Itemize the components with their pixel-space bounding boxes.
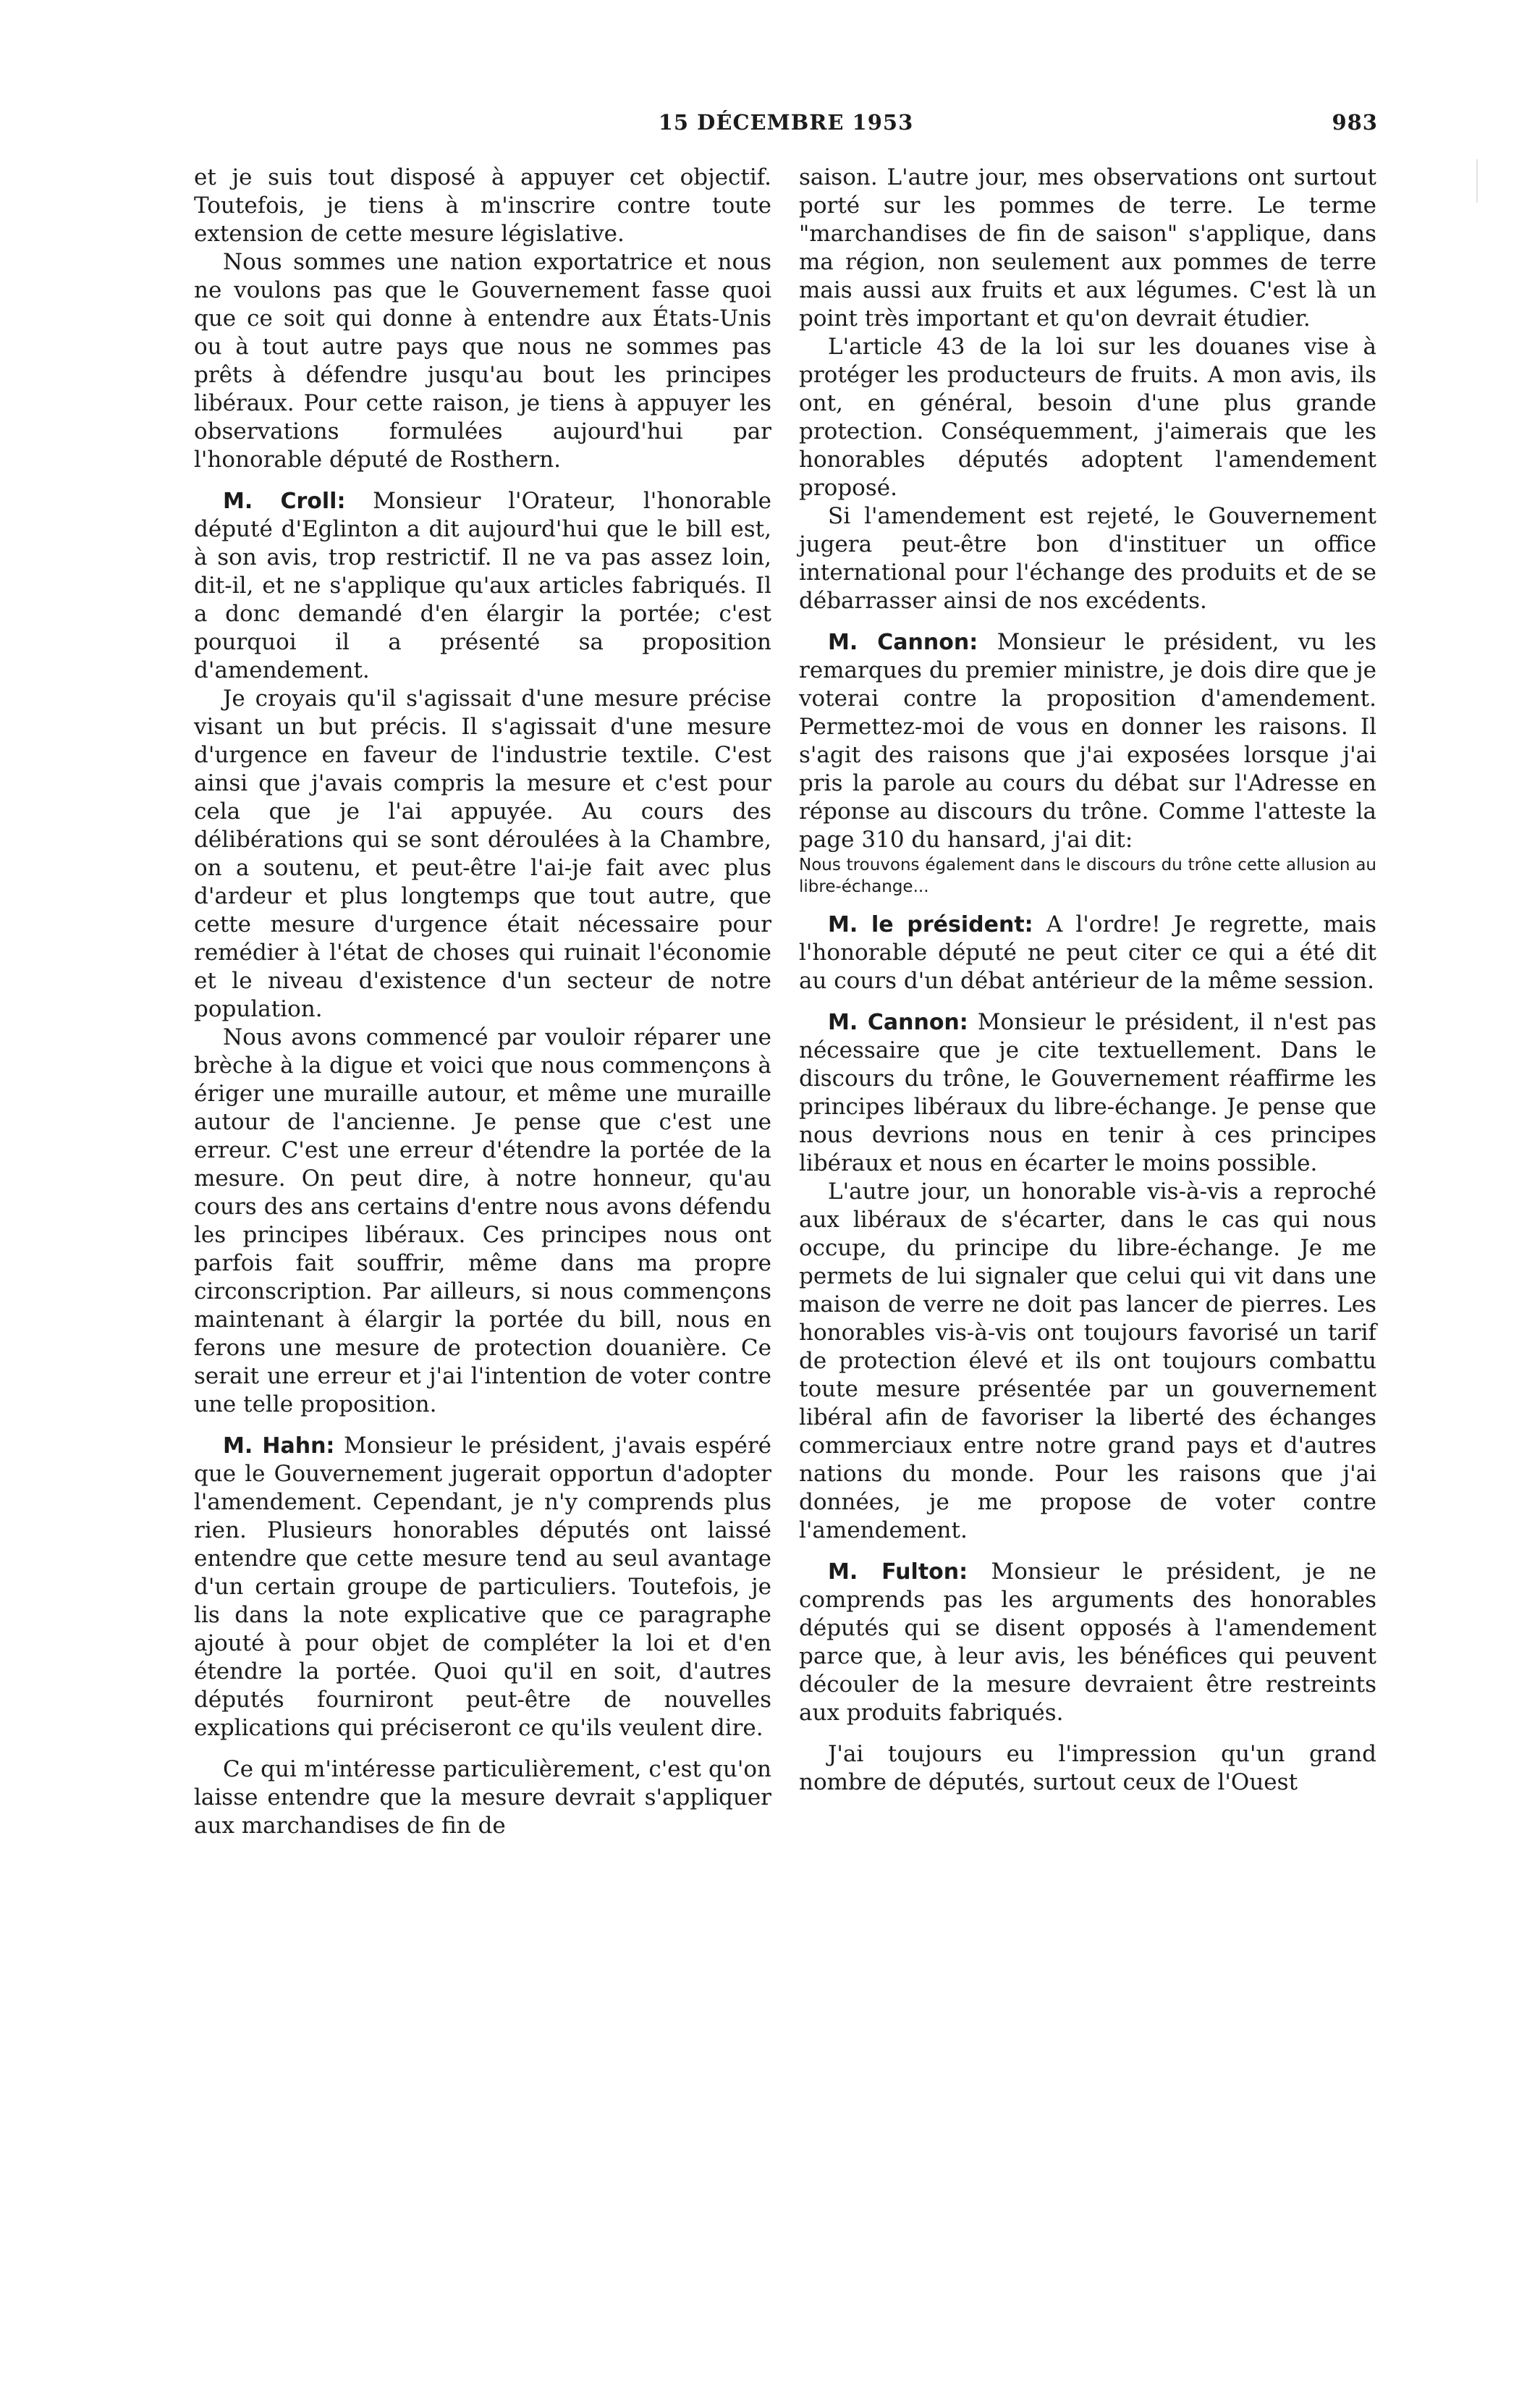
speech-paragraph (194, 487, 771, 685)
speaker-name: M. Hahn: (223, 1433, 335, 1459)
paragraph-text: Monsieur l'Orateur, l'honorable député d'Eglinton a dit aujourd'hui que le bill est, à son avis, trop restrictif. Il ne va pas assez loin, dit-il, et ne s'applique qu'aux articles fabriqués. Il a donc demandé d'en élargir la portée; c'est pourquoi il a présenté sa proposition d'amendement. (194, 488, 771, 683)
paragraph-text: saison. L'autre jour, mes observations ont surtout porté sur les pommes de terre. Le terme "marchandises de fin de saison" s'applique, dans ma région, non seulement aux pommes de terre mais aussi aux fruits et aux légumes. C'est là un point très important et qu'on devrait étudier. (799, 164, 1376, 332)
speaker-name: M. Cannon: (828, 1010, 968, 1035)
paragraph (194, 685, 771, 1024)
speech-paragraph (799, 911, 1376, 995)
paragraph (194, 248, 771, 474)
paragraph-text: A l'ordre! Je regrette, mais l'honorable député ne peut citer ce qui a été dit au cours d'un débat antérieur de la même session. (799, 911, 1377, 994)
paragraph-text: Monsieur le président, il n'est pas nécessaire que je cite textuellement. Dans le discours du trône, le Gouvernement réaffirme les principes libéraux du libre-échange. Je pense que nous devrions nous en tenir à ces principes libéraux et nous en écarter le moins possible. (799, 1009, 1376, 1176)
paragraph (194, 1024, 771, 1419)
paragraph (799, 1740, 1376, 1797)
speech-paragraph (799, 628, 1376, 854)
speech-paragraph (194, 1432, 771, 1742)
paragraph (194, 1755, 771, 1840)
block-quote: Nous trouvons également dans le discours du trône cette allusion au libre-échange... (799, 856, 1376, 896)
paragraph-text: Ce qui m'intéresse particulièrement, c'est qu'on laisse entendre que la mesure devrait s'appliquer aux marchandises de fin de (194, 1756, 771, 1839)
paragraph (799, 1178, 1376, 1545)
paragraph-text: Je croyais qu'il s'agissait d'une mesure précise visant un but précis. Il s'agissait d'une mesure d'urgence en faveur de l'industrie textile. C'est ainsi que j'avais compris la mesure et c'est pour cela que je l'ai appuyée. Au cours des délibérations qui se sont déroulées à la Chambre, on a soutenu, et peut-être l'ai-je fait avec plus d'ardeur et plus longtemps que tout autre, que cette mesure d'urgence était nécessaire pour remédier à l'état de choses qui ruinait l'économie et le niveau d'existence d'un secteur de notre population. (194, 686, 771, 1022)
page-header (194, 110, 1378, 143)
paragraph-text: Nous sommes une nation exportatrice et nous ne voulons pas que le Gouvernement fasse quoi que ce soit qui donne à entendre aux États-Unis ou à tout autre pays que nous ne sommes pas prêts à défendre jusqu'au bout les principes libéraux. Pour cette raison, je tiens à appuyer les observations formulées aujourd'hui par l'honorable député de Rosthern. (194, 249, 771, 473)
speaker-name: M. Fulton: (828, 1559, 968, 1585)
left-column (194, 164, 771, 1840)
paragraph-text: Monsieur le président, vu les remarques du premier ministre, je dois dire que je voterai contre la proposition d'amendement. Permettez-moi de vous en donner les raisons. Il s'agit des raisons que j'ai exposées lorsque j'ai pris la parole au cours du débat sur l'Adresse en réponse au discours du trône. Comme l'atteste la page 310 du hansard, j'ai dit: (799, 629, 1376, 853)
paragraph-text: Si l'amendement est rejeté, le Gouvernement jugera peut-être bon d'instituer un office international pour l'échange des produits et de se débarrasser ainsi de nos excédents. (799, 503, 1376, 614)
paragraph-text: et je suis tout disposé à appuyer cet objectif. Toutefois, je tiens à m'inscrire contre toute extension de cette mesure législative. (194, 164, 771, 247)
speaker-name: M. Cannon: (828, 630, 978, 655)
header-date: 15 DÉCEMBRE 1953 (658, 110, 914, 135)
speech-paragraph (799, 1558, 1376, 1727)
paragraph (799, 502, 1376, 615)
scan-margin-mark (1476, 159, 1478, 203)
paragraph (799, 333, 1376, 502)
paragraph-text: L'autre jour, un honorable vis-à-vis a reproché aux libéraux de s'écarter, dans le cas qui nous occupe, du principe du libre-échange. Je me permets de lui signaler que celui qui vit dans une maison de verre ne doit pas lancer de pierres. Les honorables vis-à-vis ont toujours favorisé un tarif de protection élevé et ils ont toujours combattu toute mesure présentée par un gouvernement libéral afin de favoriser la liberté des échanges commerciaux entre notre grand pays et d'autres nations du monde. Pour les raisons que j'ai données, je me propose de voter contre l'amendement. (799, 1179, 1376, 1543)
speech-paragraph (799, 1008, 1376, 1178)
right-column (799, 164, 1376, 1797)
paragraph (194, 164, 771, 248)
paragraph-text: Monsieur le président, je ne comprends pas les arguments des honorables députés qui se disent opposés à l'amendement parce que, à leur avis, les bénéfices qui peuvent découler de la mesure devraient être restreints aux produits fabriqués. (799, 1559, 1376, 1726)
paragraph-text: L'article 43 de la loi sur les douanes vise à protéger les producteurs de fruits. A mon avis, ils ont, en général, besoin d'une plus grande protection. Conséquemment, j'aimerais que les honorables députés adoptent l'amendement proposé. (799, 334, 1376, 501)
paragraph-text: Monsieur le président, j'avais espéré que le Gouvernement jugerait opportun d'adopter l'amendement. Cependant, je n'y comprends plus rien. Plusieurs honorables députés ont laissé entendre que cette mesure tend au seul avantage d'un certain groupe de particuliers. Toutefois, je lis dans la note explicative que ce paragraphe ajouté à pour objet de compléter la loi et d'en étendre la portée. Quoi qu'il en soit, d'autres députés fourniront peut-être de nouvelles explications qui préciseront ce qu'ils veulent dire. (194, 1433, 771, 1741)
speaker-name: M. le président: (828, 912, 1033, 937)
paragraph (799, 164, 1376, 333)
paragraph-text: Nous avons commencé par vouloir réparer une brèche à la digue et voici que nous commençons à ériger une muraille autour, et même une muraille autour de l'ancienne. Je pense que c'est une erreur. C'est une erreur d'étendre la portée de la mesure. On peut dire, à notre honneur, qu'au cours des ans certains d'entre nous avons défendu les principes libéraux. Ces principes nous ont parfois fait souffrir, même dans ma propre circonscription. Par ailleurs, si nous commençons maintenant à élargir la portée du bill, nous en ferons une mesure de protection douanière. Ce serait une erreur et j'ai l'intention de voter contre une telle proposition. (194, 1024, 771, 1417)
page-number: 983 (1332, 110, 1378, 135)
speaker-name: M. Croll: (223, 489, 346, 514)
paragraph-text: J'ai toujours eu l'impression qu'un grand nombre de députés, surtout ceux de l'Ouest (799, 1741, 1376, 1795)
